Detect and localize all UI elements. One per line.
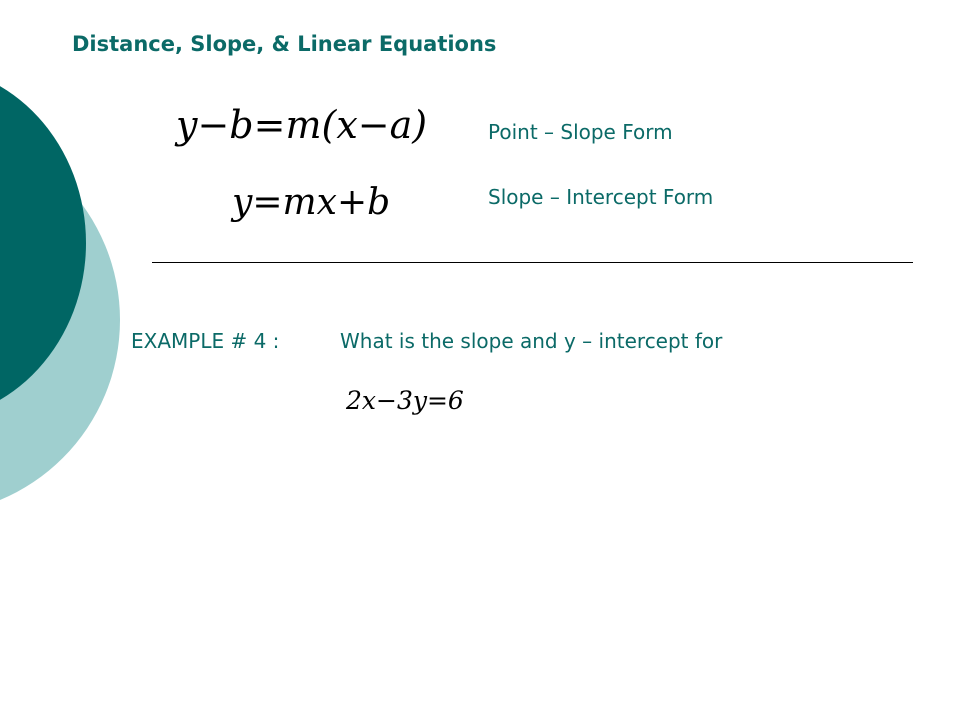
example-equation: 2x−3y=6 (346, 386, 464, 415)
divider-line (152, 262, 913, 263)
slope-intercept-equation: y=mx+b (232, 182, 391, 223)
slope-intercept-label: Slope – Intercept Form (488, 185, 714, 209)
example-label: EXAMPLE # 4 : (131, 329, 280, 353)
example-question: What is the slope and y – intercept for (340, 329, 723, 353)
point-slope-equation: y−b=m(x−a) (176, 103, 428, 147)
point-slope-label: Point – Slope Form (488, 120, 673, 144)
slide-title: Distance, Slope, & Linear Equations (72, 32, 497, 56)
